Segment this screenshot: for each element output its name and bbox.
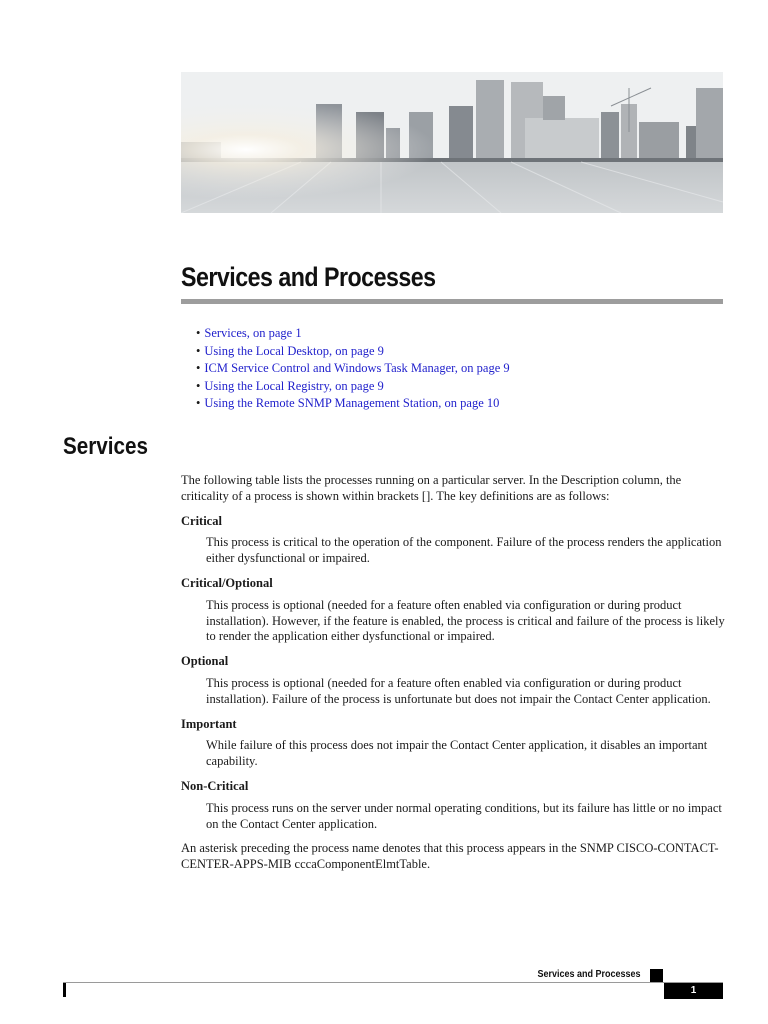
toc-link-remote-snmp[interactable]: Using the Remote SNMP Management Station, on page 10: [204, 396, 500, 410]
footer-tick-marker: [63, 983, 66, 997]
footer-chapter-label: Services and Processes: [537, 969, 641, 980]
bullet-icon: •: [196, 343, 201, 358]
city-skyline-banner-image: [181, 72, 723, 213]
definition-description: This process is critical to the operation of the component. Failure of the process renders the application either dysfunctional or impaired.: [206, 535, 722, 566]
definition-description: This process is optional (needed for a feature often enabled via configuration or during product installation). Failure of the process is unfortunate but does not impair the Contact Center application.: [206, 675, 711, 706]
toc-item: [196, 360, 510, 378]
section-title: Services: [63, 433, 148, 460]
definition-term: Critical/Optional: [181, 575, 273, 590]
footer-square-marker: [650, 969, 663, 982]
definition-term: Important: [181, 716, 237, 731]
outro-paragraph: An asterisk preceding the process name denotes that this process appears in the SNMP CISCO-CONTACT-CENTER-APPS-MIB cccaComponentElmtTable.: [181, 841, 719, 872]
intro-paragraph: The following table lists the processes running on a particular server. In the Description column, the criticality of a process is shown within brackets []. The key definitions are as follows:: [181, 473, 682, 503]
title-rule: [181, 299, 723, 304]
definition-term: Critical: [181, 513, 222, 528]
footer-rule: [63, 982, 723, 983]
toc-link-services[interactable]: Services, on page 1: [204, 326, 302, 340]
bullet-icon: •: [196, 361, 201, 375]
bullet-icon: •: [196, 396, 201, 410]
toc-item: [196, 325, 510, 343]
bullet-icon: •: [196, 326, 201, 340]
definition-term: Optional: [181, 654, 229, 669]
toc-link-icm-service-control[interactable]: ICM Service Control and Windows Task Manager, on page 9: [204, 361, 510, 375]
page-number: 1: [664, 983, 723, 999]
definition-description: This process runs on the server under normal operating conditions, but its failure has little or no impact on the Contact Center application.: [206, 800, 722, 831]
toc-item: [196, 378, 510, 396]
definition-term: Non-Critical: [181, 778, 249, 793]
definition-description: While failure of this process does not impair the Contact Center application, it disables an important capability.: [206, 738, 708, 769]
definition-description: This process is optional (needed for a feature often enabled via configuration or during product installation). However, if the feature is enabled, the process is critical and failure of the process is likely to render the application either dysfunctional or impaired.: [206, 597, 725, 644]
toc-link-local-registry[interactable]: Using the Local Registry, on page 9: [204, 378, 384, 393]
toc-item: [196, 395, 510, 413]
chapter-title: Services and Processes: [181, 262, 436, 292]
toc-item: [196, 343, 510, 361]
toc-link-local-desktop[interactable]: Using the Local Desktop, on page 9: [204, 343, 384, 358]
bullet-icon: •: [196, 378, 201, 393]
chapter-toc: [196, 325, 510, 413]
section-body: [181, 473, 726, 873]
